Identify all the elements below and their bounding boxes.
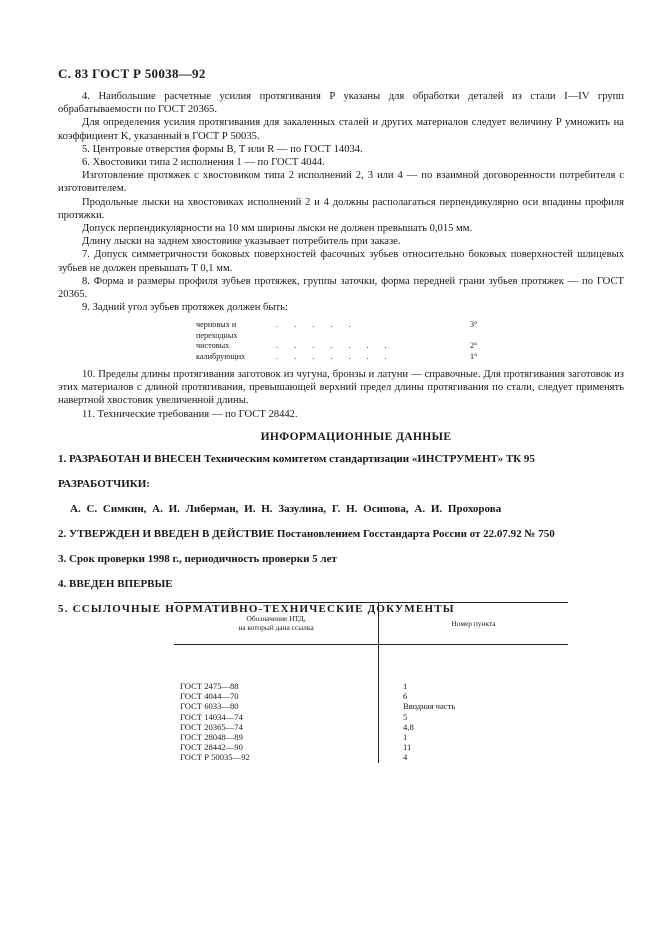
item-cell: 5	[403, 711, 408, 722]
info-item-references: 5. ССЫЛОЧНЫЕ НОРМАТИВНО-ТЕХНИЧЕСКИЕ ДОКУМЕНТЫ	[58, 603, 455, 615]
paragraph: 5. Центровые отверстия формы В, Т или R — по ГОСТ 14034.	[82, 143, 363, 155]
item-cell: 11	[403, 742, 412, 753]
tooth-angle-value: 3°	[470, 320, 478, 330]
paragraph: Для определения усилия протягивания для закаленных сталей и других материалов следует величину P умножить на коэффициент K, указанный в ГОСТ Р 50035.	[58, 117, 624, 142]
requirements-text	[58, 90, 624, 421]
paragraph: 8. Форма и размеры профиля зубьев протяжек, группы заточки, форма передней грани зубьев протяжек — по ГОСТ 20365.	[58, 275, 624, 301]
doc-cell: ГОСТ 28048—89	[174, 732, 379, 742]
item-cell: 1	[403, 681, 408, 691]
doc-cell: ГОСТ 14034—74	[174, 712, 379, 722]
developers-label: РАЗРАБОТЧИКИ:	[58, 478, 150, 490]
developers-list: А. С. Симкин, А. И. Либерман, И. Н. Зазулина, Г. Н. Осипова, А. И. Прохорова	[70, 503, 502, 515]
info-item-review: 3. Срок проверки 1998 г., периодичность проверки 5 лет	[58, 553, 337, 565]
tooth-angle-value: 1°	[470, 351, 478, 361]
info-item-introduced: 4. ВВЕДЕН ВПЕРВЫЕ	[58, 578, 173, 590]
item-cell: 6	[403, 691, 408, 702]
doc-cell: ГОСТ 6033—80	[174, 701, 379, 711]
tooth-angle-row	[196, 352, 488, 362]
doc-cell: ГОСТ 20365—74	[174, 722, 379, 732]
paragraph: 9. Задний угол зубьев протяжек должен быть:	[82, 302, 288, 314]
paragraph: 7. Допуск симметричности боковых поверхностей фасочных зубьев относительно боковых поверхностей шлицевых зубьев не должен превышать Т 0,1 мм.	[58, 249, 624, 274]
doc-cell: ГОСТ Р 50035—92	[174, 752, 379, 762]
paragraph: 4. Наибольшие расчетные усилия протягивания P указаны для обработки деталей из стали I—IV групп обрабатываемости по ГОСТ 20365.	[58, 91, 624, 116]
table-row	[174, 712, 568, 722]
paragraph: Допуск перпендикулярности на 10 мм ширины лыски не должен превышать 0,015 мм.	[82, 223, 473, 235]
info-item-developed: 1. РАЗРАБОТАН И ВНЕСЕН Техническим комитетом стандартизации «ИНСТРУМЕНТ» ТК 95	[58, 453, 535, 465]
table-row	[174, 691, 568, 701]
references-table-wrap	[174, 602, 568, 763]
paragraph: 10. Пределы длины протягивания заготовок из чугуна, бронзы и латуни — справочные. Для протягивания заготовок из этих материалов с длиной протягивания, превышающей верхний предел длины протягивания по стали, следует применять навертной хвостовик увеличенной длины.	[58, 369, 624, 407]
table-header-row	[174, 603, 568, 645]
paragraph: 6. Хвостовики типа 2 исполнения 1 — по ГОСТ 4044.	[82, 157, 325, 169]
leader-dots: . . . . .	[276, 320, 358, 330]
doc-cell: ГОСТ 4044—70	[174, 691, 379, 701]
paragraph: Изготовление протяжек с хвостовиком типа 2 исполнений 2, 3 или 4 — по взаимной договоренности потребителя с изготовителем.	[58, 170, 624, 195]
tooth-angle-row	[196, 320, 488, 341]
table-row	[174, 722, 568, 732]
table-row	[174, 645, 568, 692]
column-header-document	[174, 603, 379, 645]
item-cell: 4,8	[403, 721, 414, 732]
paragraph: Продольные лыски на хвостовиках исполнений 2 и 4 должны располагаться перпендикулярно оси впадины профиля протяжки.	[58, 196, 624, 221]
tooth-angle-label: чистовых	[196, 341, 230, 351]
tooth-angle-value: 2°	[470, 341, 478, 351]
tooth-angle-list	[196, 320, 624, 362]
tooth-angle-row	[196, 341, 488, 351]
paragraph: 11. Технические требования — по ГОСТ 28442.	[82, 408, 298, 420]
doc-cell: ГОСТ 2475—88	[174, 645, 379, 692]
table-row	[174, 742, 568, 752]
column-header-item: Номер пункта	[379, 603, 569, 645]
table-row	[174, 752, 568, 762]
table-row	[174, 732, 568, 742]
info-item-approved: 2. УТВЕРЖДЕН И ВВЕДЕН В ДЕЙСТВИЕ Постановлением Госстандарта России от 22.07.92 № 750	[58, 528, 555, 540]
item-cell: 4	[403, 752, 408, 763]
tooth-angle-label: черновых и переходных	[196, 320, 238, 340]
doc-cell: ГОСТ 28442—90	[174, 742, 379, 752]
header-line: Обозначение НТД,	[246, 614, 306, 623]
references-table	[174, 602, 568, 763]
tooth-angle-label: калибрующих	[196, 351, 246, 361]
information-data	[58, 430, 624, 627]
item-cell: Вводная часть	[403, 701, 456, 712]
paragraph: Длину лыски на заднем хвостовике указывает потребитель при заказе.	[82, 236, 401, 248]
info-title: ИНФОРМАЦИОННЫЕ ДАННЫЕ	[260, 431, 452, 443]
item-cell: 1	[403, 732, 408, 743]
page-header: С. 83 ГОСТ Р 50038—92	[58, 66, 206, 81]
table-row	[174, 701, 568, 711]
leader-dots: . . . . . . .	[276, 341, 394, 351]
leader-dots: . . . . . . .	[276, 351, 394, 361]
header-line: на который дана ссылка	[238, 623, 314, 632]
